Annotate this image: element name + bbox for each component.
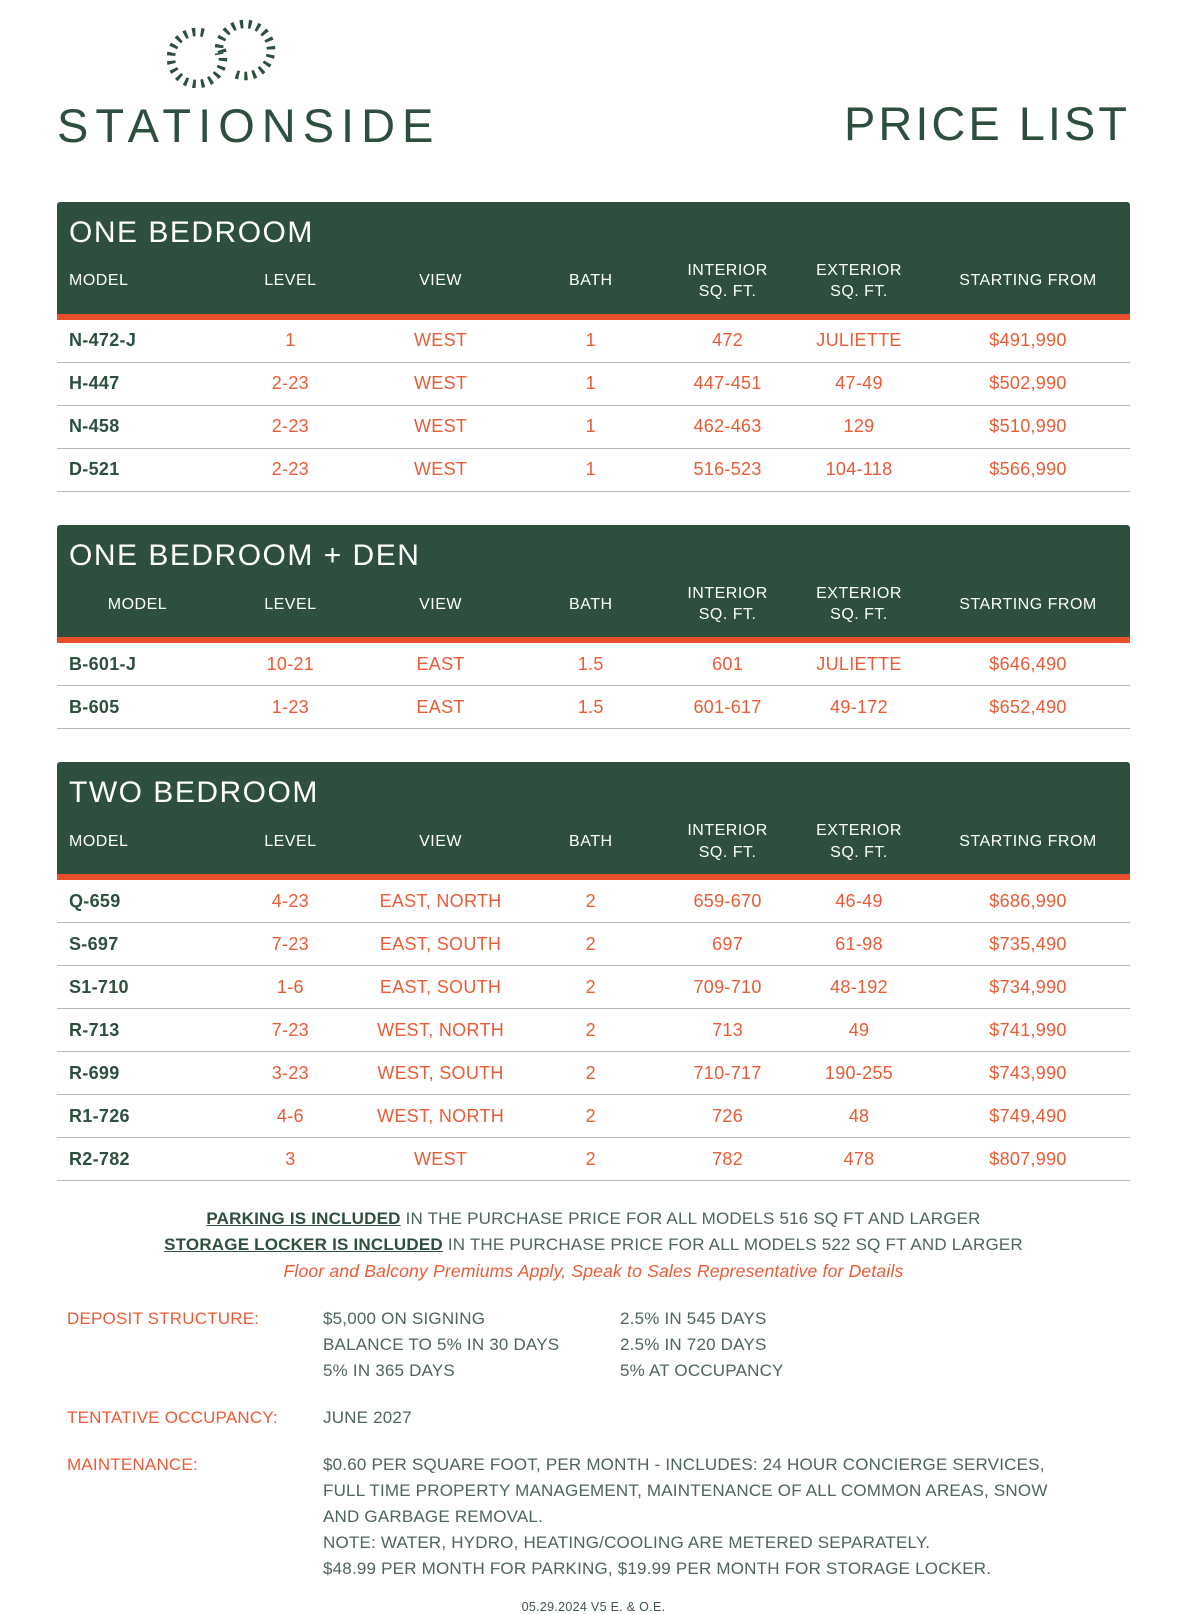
- cell-exterior-sqft: 190-255: [824, 1062, 894, 1083]
- table-row: [57, 1138, 1130, 1181]
- column-header-model: [57, 260, 218, 303]
- table-row: [57, 406, 1130, 449]
- column-header-line: STARTING FROM: [959, 595, 1097, 613]
- cell-exterior-sqft: 49: [848, 1019, 870, 1040]
- cell-model: H-447: [69, 373, 120, 394]
- column-header-starting-from: [926, 583, 1130, 626]
- cell-exterior-sqft: JULIETTE: [816, 330, 902, 351]
- cell-exterior-sqft: 104-118: [825, 459, 893, 480]
- deposit-structure-col2: [620, 1306, 1130, 1384]
- table-title: ONE BEDROOM: [69, 215, 314, 249]
- brand-wordmark: STATIONSIDE: [57, 99, 441, 152]
- premiums-note: Floor and Balcony Premiums Apply, Speak to Sales Representative for Details: [283, 1261, 904, 1282]
- cell-starting-price: $646,490: [989, 653, 1067, 674]
- cell-level: 10-21: [266, 653, 315, 674]
- cell-interior-sqft: 472: [712, 330, 744, 351]
- cell-exterior-sqft: 129: [843, 416, 875, 437]
- cell-view: WEST: [413, 330, 468, 351]
- parking-note: [57, 1206, 1130, 1232]
- cell-model: R1-726: [69, 1105, 130, 1126]
- table-row: [57, 686, 1130, 729]
- table-header: [57, 202, 1130, 314]
- cell-interior-sqft: 659-670: [693, 890, 762, 911]
- cell-bath: 2: [585, 1062, 596, 1083]
- cell-model: S-697: [69, 933, 119, 954]
- cell-starting-price: $686,990: [989, 890, 1067, 911]
- column-header-row: [57, 583, 1130, 626]
- cell-level: 2-23: [271, 373, 309, 394]
- cell-level: 4-6: [276, 1105, 304, 1126]
- cell-starting-price: $734,990: [989, 976, 1067, 997]
- price-table-one-bedroom-den: [57, 525, 1130, 729]
- cell-model: B-601-J: [69, 653, 137, 674]
- cell-starting-price: $735,490: [989, 933, 1067, 954]
- cell-level: 7-23: [271, 933, 309, 954]
- cell-view: EAST, NORTH: [379, 890, 502, 911]
- cell-bath: 2: [585, 933, 596, 954]
- maintenance-line: $0.60 PER SQUARE FOOT, PER MONTH - INCLUDES: 24 HOUR CONCIERGE SERVICES, FULL TIME PROPERTY MANAGEMENT, MAINTENANCE OF ALL COMMON AREAS, SNOW AND GARBAGE REMOVAL.: [323, 1455, 1048, 1527]
- masthead: [57, 12, 1130, 152]
- cell-exterior-sqft: 48-192: [830, 976, 888, 997]
- cell-interior-sqft: 601-617: [693, 696, 762, 717]
- cell-level: 2-23: [271, 459, 309, 480]
- maintenance-row: [57, 1452, 1130, 1582]
- cell-exterior-sqft: 48: [848, 1105, 870, 1126]
- cell-view: EAST, SOUTH: [379, 933, 502, 954]
- tentative-occupancy-label: TENTATIVE OCCUPANCY:: [67, 1408, 278, 1428]
- cell-bath: 1: [585, 330, 596, 351]
- cell-level: 1: [285, 330, 296, 351]
- cell-starting-price: $743,990: [989, 1062, 1067, 1083]
- cell-bath: 2: [585, 1105, 596, 1126]
- footer-note: 05.29.2024 V5 E. & O.E.: [521, 1600, 666, 1614]
- cell-level: 3: [285, 1148, 296, 1169]
- tables-region: [57, 202, 1130, 1182]
- details-section: [57, 1306, 1130, 1582]
- table-row: [57, 449, 1130, 492]
- cell-view: WEST, NORTH: [377, 1019, 505, 1040]
- table-body: [57, 643, 1130, 729]
- storage-note-rest: IN THE PURCHASE PRICE FOR ALL MODELS 522 SQ FT AND LARGER: [442, 1235, 1023, 1255]
- column-header-line: VIEW: [419, 832, 463, 850]
- cell-model: S1-710: [69, 976, 129, 997]
- cell-exterior-sqft: 49-172: [830, 696, 888, 717]
- column-header-line: SQ. FT.: [698, 283, 757, 301]
- column-header-line: MODEL: [69, 272, 129, 290]
- cell-interior-sqft: 709-710: [693, 976, 762, 997]
- column-header-bath: [518, 583, 663, 626]
- cell-level: 4-23: [271, 890, 309, 911]
- column-header-interior: [663, 820, 792, 863]
- cell-view: WEST: [413, 373, 468, 394]
- column-header-interior: [663, 260, 792, 303]
- cell-bath: 2: [585, 976, 596, 997]
- cell-view: WEST, SOUTH: [377, 1062, 504, 1083]
- column-header-starting-from: [926, 820, 1130, 863]
- deposit-structure-col1: [323, 1306, 620, 1384]
- column-header-line: MODEL: [107, 595, 168, 613]
- column-header-line: SQ. FT.: [830, 606, 888, 624]
- cell-bath: 2: [585, 1019, 596, 1040]
- column-header-line: SQ. FT.: [698, 606, 757, 624]
- table-body: [57, 880, 1130, 1181]
- cell-view: WEST: [413, 1148, 468, 1169]
- column-header-line: EXTERIOR: [816, 261, 902, 279]
- cell-interior-sqft: 713: [712, 1019, 744, 1040]
- cell-model: B-605: [69, 696, 120, 717]
- table-row: [57, 1009, 1130, 1052]
- column-header-exterior: [792, 583, 926, 626]
- table-header: [57, 525, 1130, 637]
- cell-model: R-713: [69, 1019, 120, 1040]
- cell-starting-price: $652,490: [989, 696, 1067, 717]
- cell-level: 1-6: [276, 976, 304, 997]
- maintenance-text: [323, 1452, 1061, 1582]
- column-header-level: [218, 583, 363, 626]
- column-header-line: VIEW: [419, 595, 463, 613]
- price-table-one-bedroom: [57, 202, 1130, 492]
- cell-interior-sqft: 601: [712, 653, 744, 674]
- cell-interior-sqft: 782: [712, 1148, 744, 1169]
- cell-view: WEST: [413, 416, 468, 437]
- column-header-view: [363, 583, 519, 626]
- cell-interior-sqft: 447-451: [693, 373, 762, 394]
- deposit-line: 2.5% IN 545 DAYS: [620, 1309, 767, 1329]
- cell-model: Q-659: [69, 890, 121, 911]
- cell-model: D-521: [69, 459, 120, 480]
- column-header-line: VIEW: [419, 272, 463, 290]
- cell-level: 3-23: [271, 1062, 309, 1083]
- stationside-logo-icon: [167, 12, 281, 88]
- cell-model: N-472-J: [69, 330, 137, 351]
- deposit-line: 2.5% IN 720 DAYS: [620, 1335, 767, 1355]
- column-header-model: [57, 820, 218, 863]
- column-header-exterior: [792, 820, 926, 863]
- cell-starting-price: $807,990: [989, 1148, 1067, 1169]
- column-header-line: MODEL: [69, 832, 129, 850]
- column-header-interior: [663, 583, 792, 626]
- column-header-line: BATH: [569, 272, 613, 290]
- column-header-line: STARTING FROM: [959, 272, 1097, 290]
- cell-model: R-699: [69, 1062, 120, 1083]
- maintenance-label: MAINTENANCE:: [67, 1455, 198, 1475]
- maintenance-line: $48.99 PER MONTH FOR PARKING, $19.99 PER MONTH FOR STORAGE LOCKER.: [323, 1559, 992, 1579]
- column-header-line: LEVEL: [264, 595, 317, 613]
- column-header-view: [363, 260, 519, 303]
- maintenance-line: NOTE: WATER, HYDRO, HEATING/COOLING ARE METERED SEPARATELY.: [323, 1533, 931, 1553]
- page-title: PRICE LIST: [844, 97, 1130, 150]
- table-row: [57, 320, 1130, 363]
- cell-level: 1-23: [271, 696, 309, 717]
- column-header-level: [218, 260, 363, 303]
- tentative-occupancy-value: JUNE 2027: [323, 1408, 412, 1428]
- column-header-line: LEVEL: [264, 832, 317, 850]
- cell-bath: 1: [585, 459, 596, 480]
- table-row: [57, 966, 1130, 1009]
- table-row: [57, 1052, 1130, 1095]
- column-header-starting-from: [926, 260, 1130, 303]
- column-header-row: [57, 820, 1130, 863]
- column-header-line: LEVEL: [264, 272, 317, 290]
- cell-view: EAST: [416, 653, 465, 674]
- column-header-line: SQ. FT.: [698, 843, 757, 861]
- deposit-structure-label: DEPOSIT STRUCTURE:: [67, 1309, 260, 1329]
- cell-interior-sqft: 710-717: [693, 1062, 762, 1083]
- cell-starting-price: $502,990: [989, 373, 1067, 394]
- cell-starting-price: $491,990: [989, 330, 1067, 351]
- column-header-line: STARTING FROM: [959, 832, 1097, 850]
- storage-note-highlight: STORAGE LOCKER IS INCLUDED: [164, 1235, 443, 1255]
- cell-bath: 2: [585, 890, 596, 911]
- table-row: [57, 643, 1130, 686]
- parking-note-highlight: PARKING IS INCLUDED: [206, 1209, 401, 1229]
- column-header-model: [57, 583, 218, 626]
- cell-interior-sqft: 462-463: [693, 416, 762, 437]
- cell-view: WEST, NORTH: [377, 1105, 505, 1126]
- cell-starting-price: $510,990: [989, 416, 1067, 437]
- column-header-line: BATH: [569, 832, 613, 850]
- cell-level: 7-23: [271, 1019, 309, 1040]
- column-header-bath: [518, 820, 663, 863]
- deposit-line: 5% AT OCCUPANCY: [620, 1361, 784, 1381]
- cell-starting-price: $741,990: [989, 1019, 1067, 1040]
- table-row: [57, 1095, 1130, 1138]
- column-header-level: [218, 820, 363, 863]
- column-header-line: INTERIOR: [687, 822, 768, 840]
- table-title: ONE BEDROOM + DEN: [69, 538, 421, 572]
- column-header-line: INTERIOR: [687, 584, 768, 602]
- price-table-two-bedroom: [57, 762, 1130, 1181]
- table-row: [57, 363, 1130, 406]
- deposit-line: $5,000 ON SIGNING: [323, 1309, 486, 1329]
- cell-model: R2-782: [69, 1148, 130, 1169]
- deposit-line: BALANCE TO 5% IN 30 DAYS: [323, 1335, 560, 1355]
- tentative-occupancy-row: [57, 1405, 1130, 1431]
- cell-interior-sqft: 726: [712, 1105, 744, 1126]
- column-header-line: EXTERIOR: [816, 584, 902, 602]
- cell-bath: 1.5: [577, 696, 604, 717]
- cell-exterior-sqft: 478: [843, 1148, 875, 1169]
- parking-note-rest: IN THE PURCHASE PRICE FOR ALL MODELS 516 SQ FT AND LARGER: [400, 1209, 981, 1229]
- table-row: [57, 923, 1130, 966]
- cell-level: 2-23: [271, 416, 309, 437]
- column-header-line: SQ. FT.: [830, 843, 888, 861]
- column-header-view: [363, 820, 519, 863]
- cell-exterior-sqft: 47-49: [835, 373, 883, 394]
- table-body: [57, 320, 1130, 492]
- column-header-exterior: [792, 260, 926, 303]
- column-header-line: INTERIOR: [687, 261, 768, 279]
- storage-note: [57, 1232, 1130, 1258]
- cell-view: WEST: [413, 459, 468, 480]
- table-title: TWO BEDROOM: [69, 776, 319, 810]
- deposit-line: 5% IN 365 DAYS: [323, 1361, 455, 1381]
- cell-bath: 1: [585, 416, 596, 437]
- table-row: [57, 880, 1130, 923]
- deposit-structure-row: [57, 1306, 1130, 1384]
- brand-block: [57, 12, 440, 152]
- column-header-row: [57, 260, 1130, 303]
- cell-interior-sqft: 516-523: [693, 459, 762, 480]
- column-header-bath: [518, 260, 663, 303]
- column-header-line: EXTERIOR: [816, 822, 902, 840]
- cell-exterior-sqft: 61-98: [835, 933, 883, 954]
- cell-starting-price: $566,990: [989, 459, 1067, 480]
- cell-bath: 2: [585, 1148, 596, 1169]
- cell-view: EAST, SOUTH: [379, 976, 502, 997]
- column-header-line: BATH: [569, 595, 613, 613]
- cell-exterior-sqft: JULIETTE: [816, 653, 902, 674]
- cell-view: EAST: [416, 696, 465, 717]
- cell-bath: 1: [585, 373, 596, 394]
- notes-section: [57, 1206, 1130, 1284]
- column-header-line: SQ. FT.: [830, 283, 888, 301]
- cell-model: N-458: [69, 416, 120, 437]
- table-header: [57, 762, 1130, 874]
- cell-interior-sqft: 697: [712, 933, 744, 954]
- cell-bath: 1.5: [577, 653, 604, 674]
- cell-starting-price: $749,490: [989, 1105, 1067, 1126]
- cell-exterior-sqft: 46-49: [835, 890, 883, 911]
